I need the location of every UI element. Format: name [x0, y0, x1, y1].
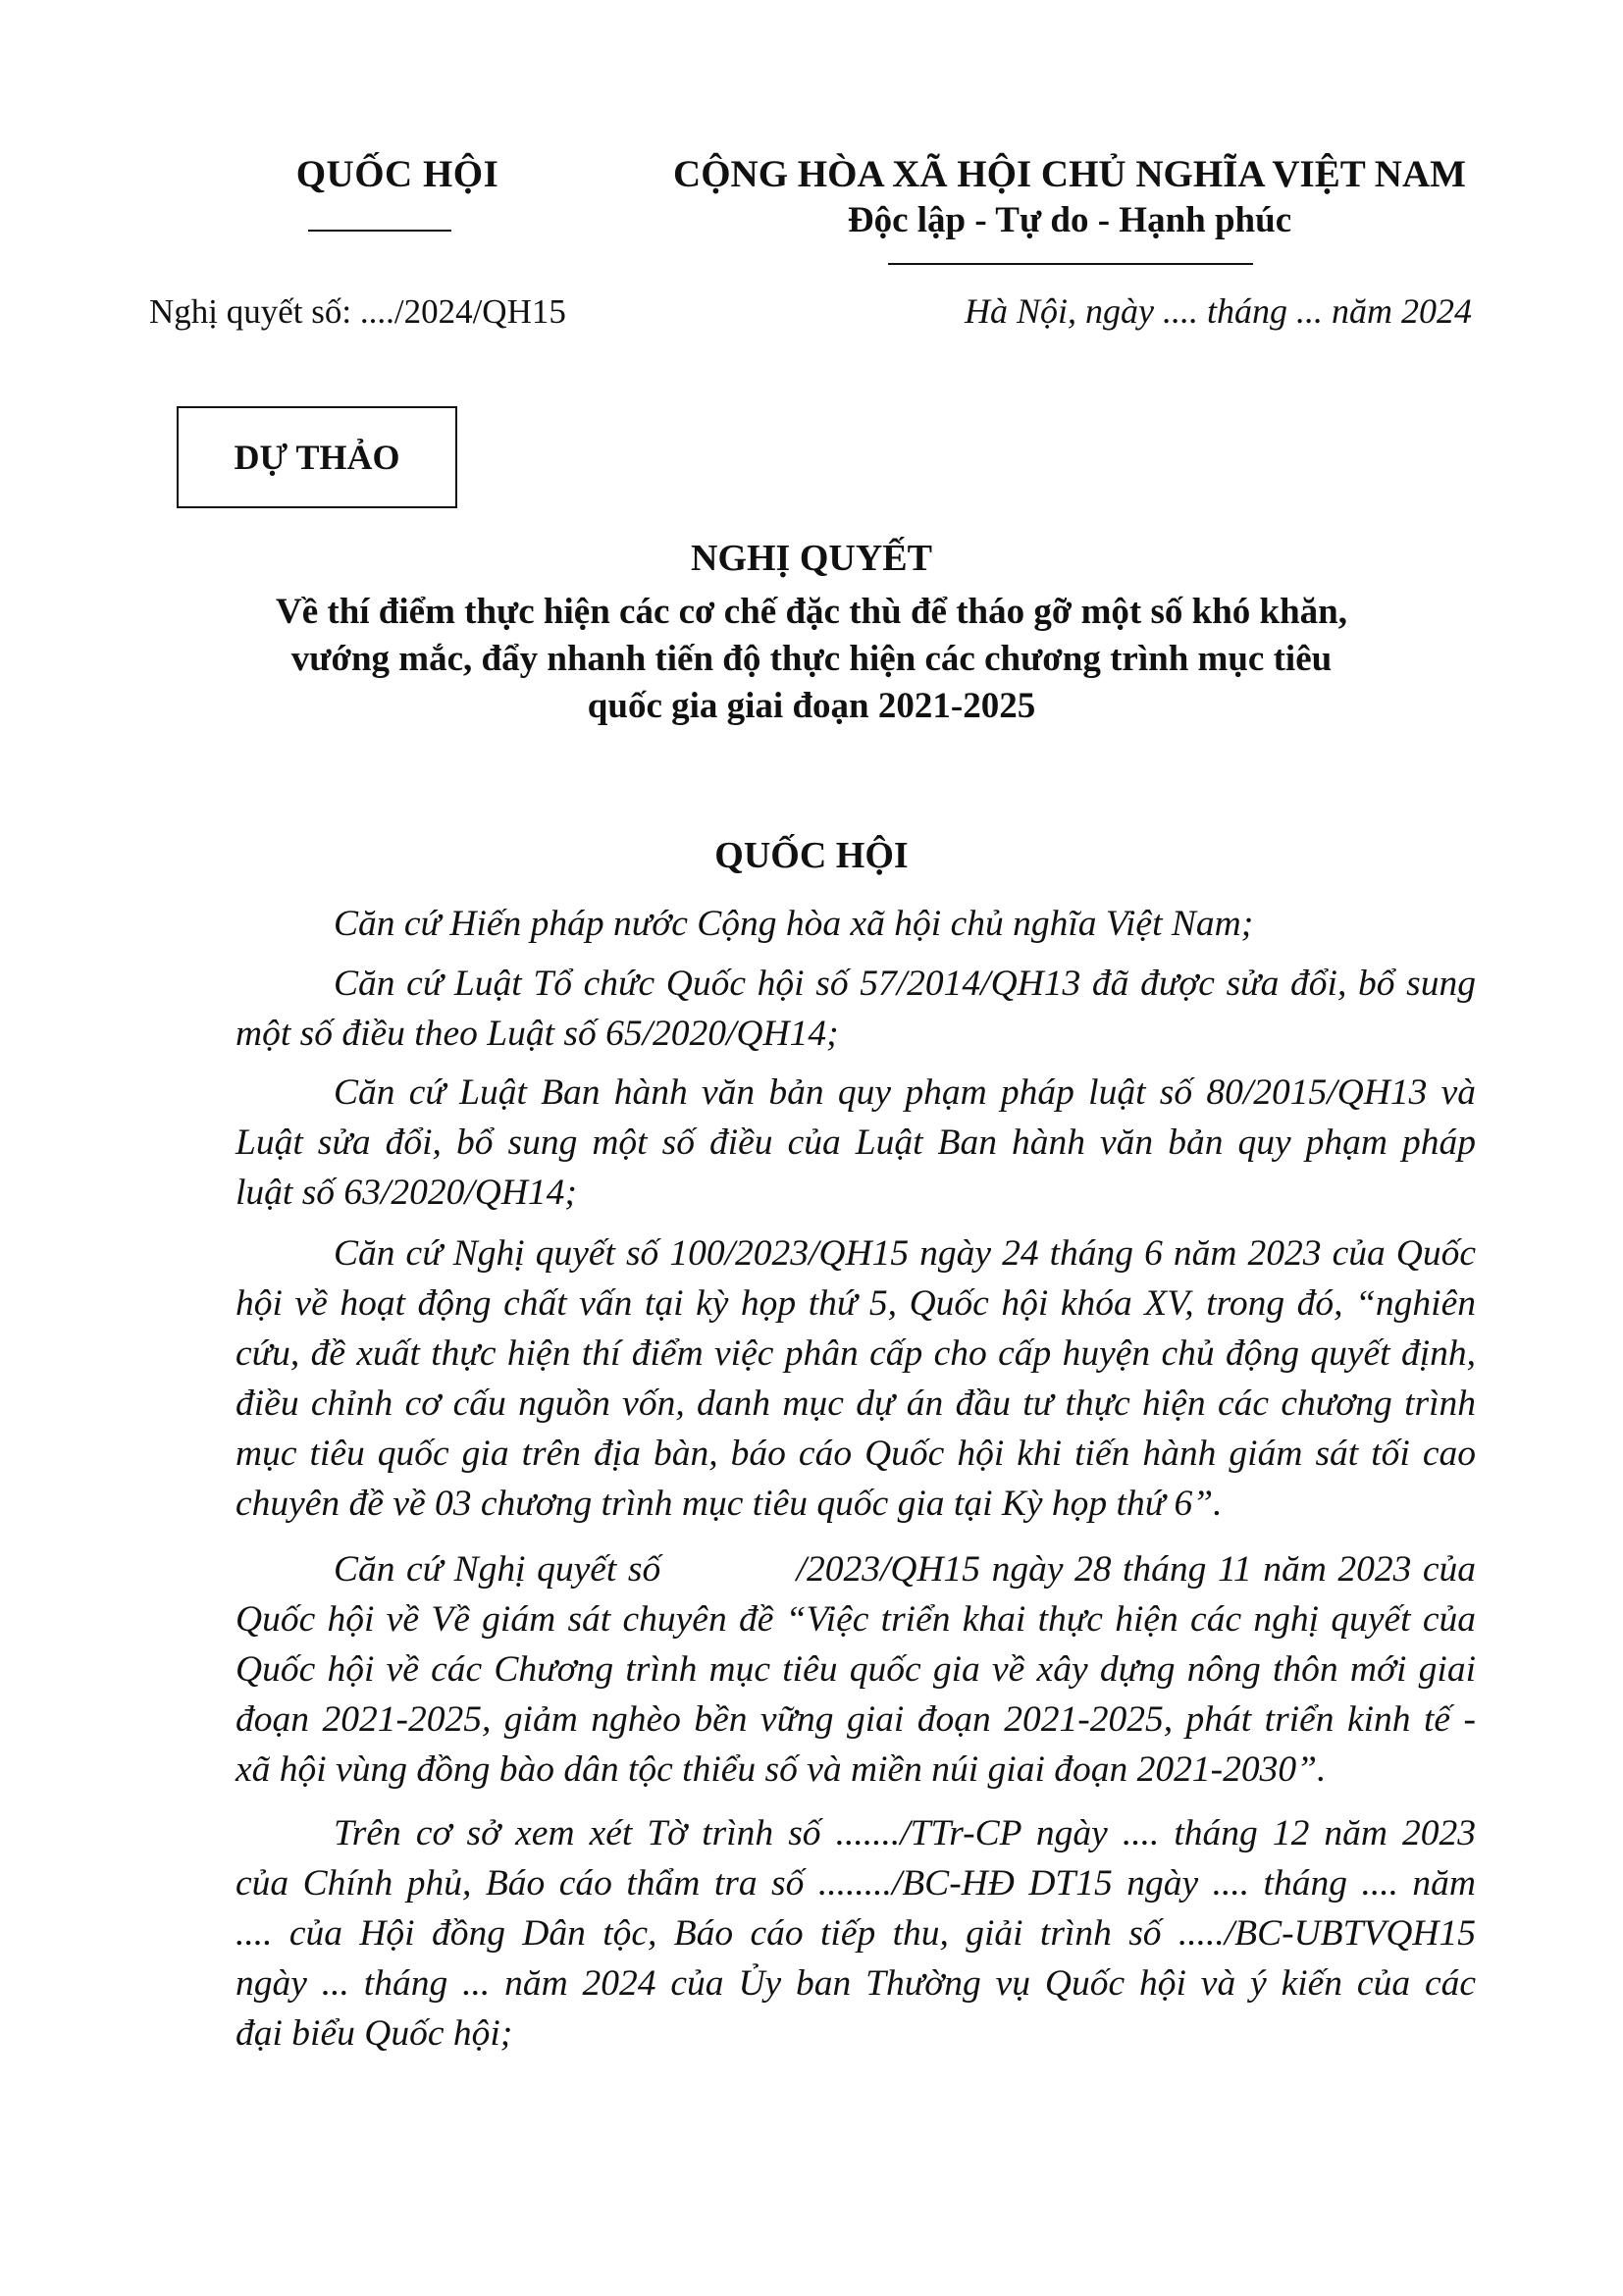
nation-name: CỘNG HÒA XÃ HỘI CHỦ NGHĨA VIỆT NAM	[673, 153, 1466, 195]
paragraph-line: xã hội vùng đồng bào dân tộc thiểu số và miền núi giai đoạn 2021-2030”.	[236, 1749, 1327, 1790]
legal-basis-organization-law	[236, 959, 1476, 1059]
paragraph-line: mục tiêu quốc gia trên địa bàn, báo cáo Quốc hội khi tiến hành giám sát tối cao	[236, 1434, 1476, 1474]
title-line: quốc gia giai đoạn 2021-2025	[587, 686, 1036, 726]
paragraph-line: Căn cứ Luật Tổ chức Quốc hội số 57/2014/QH13 đã được sửa đổi, bổ sung	[334, 964, 1476, 1004]
paragraph-line: ngày ... tháng ... năm 2024 của Ủy ban Thường vụ Quốc hội và ý kiến của các	[236, 1963, 1476, 2004]
paragraph-line: đoạn 2021-2025, giảm nghèo bền vững giai đoạn 2021-2025, phát triển kinh tế -	[236, 1699, 1476, 1740]
place-and-date: Hà Nội, ngày .... tháng ... năm 2024	[965, 291, 1472, 331]
paragraph-line: điều chỉnh cơ cấu nguồn vốn, danh mục dự án đầu tư thực hiện các chương trình	[236, 1383, 1476, 1424]
paragraph-line: Căn cứ Hiến pháp nước Cộng hòa xã hội chủ nghĩa Việt Nam;	[334, 904, 1254, 944]
title-line: vướng mắc, đẩy nhanh tiến độ thực hiện các chương trình mục tiêu	[290, 639, 1333, 679]
paragraph-line: Căn cứ Nghị quyết số /2023/QH15 ngày 28 tháng 11 năm 2023 của	[334, 1549, 1476, 1590]
paragraph-line: của Chính phủ, Báo cáo thẩm tra số ......../BC-HĐ DT15 ngày .... tháng .... năm	[236, 1863, 1476, 1904]
resolution-title	[216, 589, 1407, 730]
resolution-number: Nghị quyết số: ..../2024/QH15	[149, 292, 566, 331]
legal-basis-supervision-resolution	[236, 1544, 1476, 1795]
paragraph-line: .... của Hội đồng Dân tộc, Báo cáo tiếp thu, giải trình số ...../BC-UBTVQH15	[236, 1913, 1476, 1954]
title-line: Về thí điểm thực hiện các cơ chế đặc thù để tháo gỡ một số khó khăn,	[275, 592, 1348, 632]
organization-underline	[308, 230, 451, 232]
paragraph-line: Căn cứ Nghị quyết số 100/2023/QH15 ngày 24 tháng 6 năm 2023 của Quốc	[334, 1233, 1476, 1274]
paragraph-line: Trên cơ sở xem xét Tờ trình số ......./TTr-CP ngày .... tháng 12 năm 2023	[334, 1813, 1476, 1853]
national-motto: Độc lập - Tự do - Hạnh phúc	[847, 200, 1292, 240]
draft-stamp	[177, 406, 457, 508]
paragraph-line: chuyên đề về 03 chương trình mục tiêu quốc gia tại Kỳ họp thứ 6”.	[236, 1484, 1223, 1524]
paragraph-line: luật số 63/2020/QH14;	[236, 1173, 577, 1213]
paragraph-line: Quốc hội về Về giám sát chuyên đề “Việc triển khai thực hiện các nghị quyết của	[236, 1599, 1476, 1640]
paragraph-line: Căn cứ Luật Ban hành văn bản quy phạm pháp luật số 80/2015/QH13 và	[334, 1072, 1476, 1113]
paragraph-line: đại biểu Quốc hội;	[236, 2013, 513, 2054]
paragraph-line: cứu, đề xuất thực hiện thí điểm việc phân cấp cho cấp huyện chủ động quyết định,	[236, 1333, 1476, 1374]
draft-label: DỰ THẢO	[234, 438, 400, 477]
issuing-authority: QUỐC HỘI	[714, 835, 909, 876]
paragraph-line: hội về hoạt động chất vấn tại kỳ họp thứ 5, Quốc hội khóa XV, trong đó, “nghiên	[236, 1283, 1476, 1324]
legal-basis-constitution	[236, 899, 1476, 949]
paragraph-line: một số điều theo Luật số 65/2020/QH14;	[236, 1014, 839, 1054]
legal-basis-legislation-law	[236, 1068, 1476, 1218]
document-type: NGHỊ QUYẾT	[691, 538, 932, 579]
paragraph-line: Luật sửa đổi, bổ sung một số điều của Luật Ban hành văn bản quy phạm pháp	[236, 1122, 1476, 1163]
motto-underline	[888, 263, 1253, 265]
consideration-basis	[236, 1808, 1476, 2059]
legal-basis-resolution-100	[236, 1228, 1476, 1529]
organization-name: QUỐC HỘI	[295, 153, 499, 195]
paragraph-line: Quốc hội về các Chương trình mục tiêu quốc gia về xây dựng nông thôn mới giai	[236, 1649, 1476, 1690]
